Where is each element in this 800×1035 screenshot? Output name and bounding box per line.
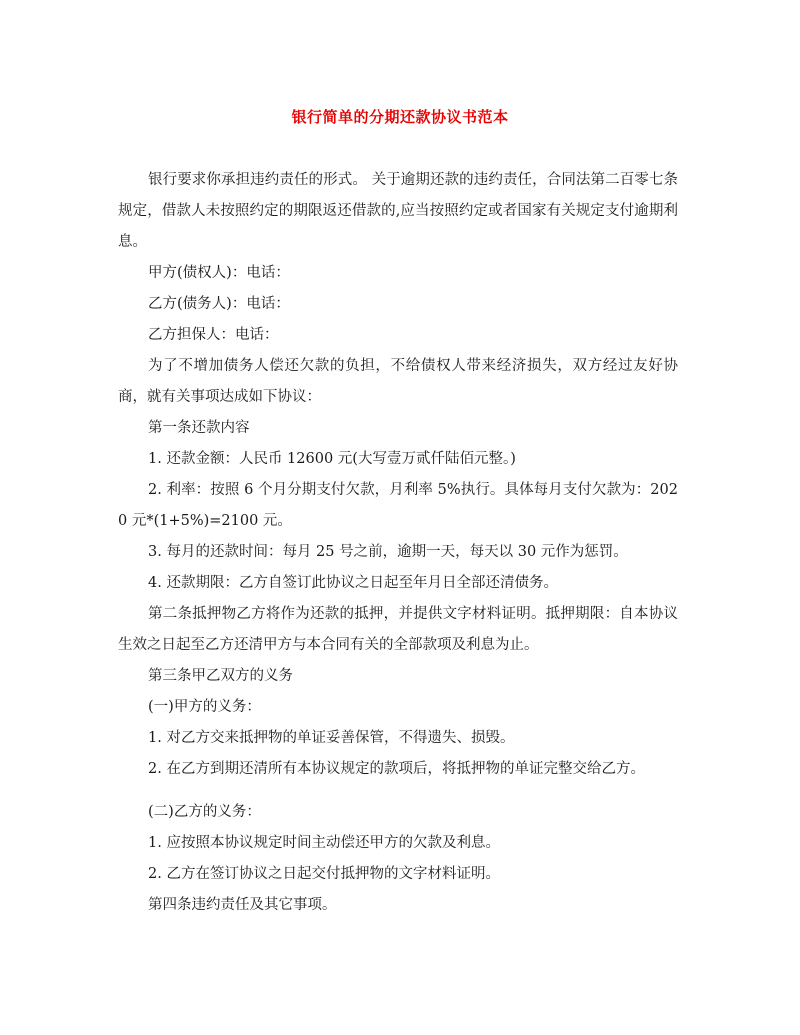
article-3-heading: 第三条甲乙双方的义务: [148, 668, 293, 684]
article-1-item-4: 4. 还款期限：乙方自签订此协议之日起至年月日全部还清债务。: [148, 575, 558, 591]
article-3-party-a-item-2: 2. 在乙方到期还清所有本协议规定的款项后，将抵押物的单证完整交给乙方。: [148, 761, 645, 777]
paragraph-party-a: 甲方(债权人)：电话：: [148, 265, 290, 281]
article-3-party-a-heading: (一)甲方的义务：: [148, 699, 261, 715]
article-3-party-b-heading: (二)乙方的义务：: [148, 804, 261, 820]
article-2: 第二条抵押物乙方将作为还款的抵押，并提供文字材料证明。抵押期限：自本协议生效之日起至乙方还清甲方与本合同有关的全部款项及利息为止。: [118, 606, 678, 653]
article-1-heading: 第一条还款内容: [148, 420, 250, 436]
paragraph-intro: 银行要求你承担违约责任的形式。 关于逾期还款的违约责任，合同法第二百零七条规定，借款人未按照约定的期限返还借款的,应当按照约定或者国家有关规定支付逾期利息。: [118, 172, 678, 250]
document-title: 银行简单的分期还款协议书范本: [291, 108, 509, 126]
article-3-party-b-item-2: 2. 乙方在签订协议之日起交付抵押物的文字材料证明。: [148, 866, 500, 882]
document-body: [118, 165, 678, 921]
article-3-party-a-item-1: 1. 对乙方交来抵押物的单证妥善保管，不得遗失、损毁。: [148, 730, 515, 746]
article-1-item-2: 2. 利率：按照 6 个月分期支付欠款，月利率 5%执行。具体每月支付欠款为：2020 元*(1+5%)=2100 元。: [118, 482, 678, 529]
paragraph-party-b: 乙方(债务人)：电话：: [148, 296, 290, 312]
paragraph-preamble: 为了不增加债务人偿还欠款的负担，不给债权人带来经济损失，双方经过友好协商，就有关事项达成如下协议：: [118, 358, 678, 405]
article-1-item-3: 3. 每月的还款时间：每月 25 号之前，逾期一天，每天以 30 元作为惩罚。: [148, 544, 628, 560]
article-3-party-b-item-1: 1. 应按照本协议规定时间主动偿还甲方的欠款及利息。: [148, 835, 500, 851]
paragraph-guarantor: 乙方担保人：电话：: [148, 327, 279, 343]
article-1-item-1: 1. 还款金额：人民币 12600 元(大写壹万贰仟陆佰元整。): [148, 451, 516, 467]
article-4-heading: 第四条违约责任及其它事项。: [148, 897, 337, 913]
